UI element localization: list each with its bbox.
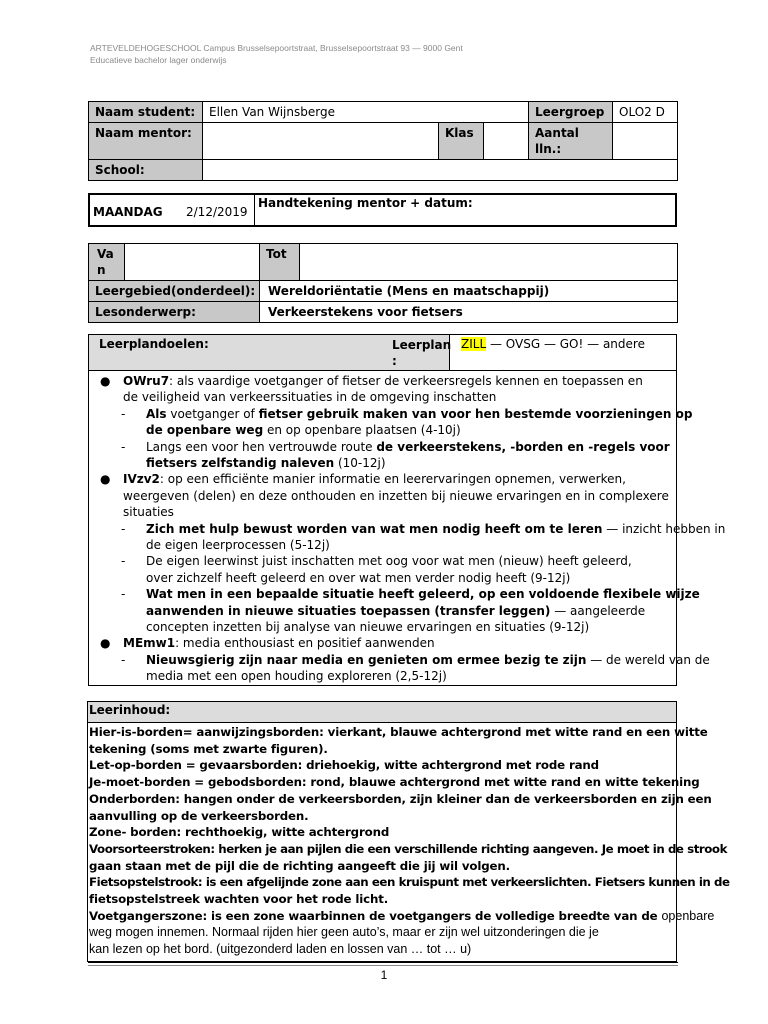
dash-icon: - <box>121 587 126 602</box>
sub-item: Langs een voor hen vertrouwde route de verkeerstekens, -borden en -regels voor <box>146 439 670 454</box>
leerinhoud-box <box>87 701 730 962</box>
naam-mentor-value[interactable] <box>203 123 439 160</box>
date-value: 2/12/2019 <box>186 205 248 219</box>
content-line: fietsopstelstreek wachten voor het rode licht. <box>89 892 389 907</box>
content-line: gaan staan met de pijl die de richting aangeeft die jij wil volgen. <box>89 858 510 873</box>
dash-icon: - <box>121 406 126 421</box>
divider <box>89 370 676 371</box>
list-item: MEmw1: media enthousiast en positief aanwenden <box>123 636 435 651</box>
content-line: Fietsopstelstrook: is een afgelijnde zone aan een kruispunt met verkeerslichten. Fietsers kunnen in de <box>89 875 730 890</box>
day-label: MAANDAG <box>93 205 163 219</box>
lesson-info-table <box>88 243 678 323</box>
sub-item-text: media met een open houding exploreren (2,5-12j) <box>146 669 447 684</box>
content-line: tekening (soms met zwarte figuren). <box>89 741 328 756</box>
sub-item-text: Wat men in een bepaalde situatie heeft geleerd, op een voldoende flexibele wijze <box>146 587 700 602</box>
school-header-line: ARTEVELDEHOGESCHOOL Campus Brusselsepoortstraat, Brusselsepoortstraat 93 — 9000 Gent <box>90 43 463 53</box>
list-item-text: situaties <box>123 505 174 520</box>
sub-item: de openbare weg en op openbare plaatsen (4-10j) <box>146 423 461 438</box>
van-label: Va n <box>89 244 125 281</box>
program-header-line: Educatieve bachelor lager onderwijs <box>90 55 227 65</box>
sub-item: fietsers zelfstandig naleven (10-12j) <box>146 456 386 470</box>
content-line: Let-op-borden = gevaarsborden: driehoekig, witte achtergrond met rode rand <box>89 758 599 773</box>
list-item-text: weergeven (delen) en deze onthouden en inzetten bij nieuwe ervaringen en in complexere <box>123 488 669 503</box>
content-line: weg mogen innemen. Normaal rijden hier geen auto’s, maar er zijn wel uitzonderingen die je <box>89 925 599 940</box>
leergroep-label: Leergroep <box>529 102 613 123</box>
leergroep-value[interactable]: OLO2 D <box>613 102 678 123</box>
bullet-icon: ● <box>100 472 111 487</box>
content-line: Voorsorteerstroken: herken je aan pijlen die een verschillende richting aangeven. Je moet in de strook <box>89 841 727 856</box>
leerplan-options: ZILL — OVSG — GO! — andere <box>461 337 645 351</box>
aantal-lln-label: Aantal lln.: <box>529 123 613 160</box>
content-line: Hier-is-borden= aanwijzingsborden: vierkant, blauwe achtergrond met witte rand en een witte <box>89 725 708 739</box>
naam-mentor-label: Naam mentor: <box>89 123 203 160</box>
sub-item: Als voetganger of fietser gebruik maken van voor hen bestemde voorzieningen op <box>146 406 693 421</box>
list-item: IVzv2: op een efficiënte manier informatie en leerervaringen opnemen, verwerken, <box>123 472 626 487</box>
list-item-text: de veiligheid van verkeerssituaties in de omgeving inschatten <box>123 390 497 405</box>
naam-student-label: Naam student: <box>89 102 203 123</box>
sub-item: Zich met hulp bewust worden van wat men nodig heeft om te leren — inzicht hebben in <box>146 521 726 536</box>
leerplandoelen-box <box>88 334 726 686</box>
sub-item-text: de eigen leerprocessen (5-12j) <box>146 538 330 552</box>
doelen-list <box>89 373 726 684</box>
student-info-table <box>88 101 678 181</box>
sub-item-text: concepten inzetten bij analyse van nieuwe ervaringen en situaties (9-12j) <box>146 620 590 634</box>
sub-item-text: De eigen leerwinst juist inschatten met oog voor wat men (nieuw) heeft geleerd, <box>146 554 632 569</box>
footer-line <box>88 962 678 963</box>
date-signature-box <box>88 193 677 227</box>
tot-value[interactable] <box>300 244 678 281</box>
leerinhoud-label: Leerinhoud: <box>89 703 171 717</box>
leerplandoelen-label: Leerplandoelen: <box>99 337 209 351</box>
leergebied-value: Wereldoriëntatie (Mens en maatschappij) <box>260 281 678 302</box>
klas-value[interactable] <box>484 123 529 160</box>
signature-label: Handtekening mentor + datum: <box>258 196 473 210</box>
van-value[interactable] <box>125 244 260 281</box>
lesonderwerp-value: Verkeerstekens voor fietsers <box>260 302 678 323</box>
leergebied-label: Leergebied(onderdeel): <box>89 281 260 302</box>
sub-item: Nieuwsgierig zijn naar media en genieten om ermee bezig te zijn — de wereld van de <box>146 652 710 667</box>
content-line: Voetgangerszone: is een zone waarbinnen de voetgangers de volledige breedte van de openbare <box>89 908 715 923</box>
school-label: School: <box>89 160 203 181</box>
school-value[interactable] <box>203 160 678 181</box>
zill-highlight: ZILL <box>461 337 487 351</box>
bullet-icon: ● <box>100 374 111 388</box>
page-number: 1 <box>380 968 388 982</box>
footer-line-secondary <box>88 965 678 966</box>
content-line: kan lezen op het bord. (uitgezonderd laden en lossen van … tot … u) <box>89 942 472 957</box>
content-line: Je-moet-borden = gebodsborden: rond, blauwe achtergrond met witte rand en witte tekening <box>89 775 700 790</box>
leerinhoud-header <box>88 702 676 723</box>
klas-label: Klas <box>439 123 484 160</box>
sub-item: aanwenden in nieuwe situaties toepassen (transfer leggen) — aangeleerde <box>146 603 646 618</box>
naam-student-value[interactable]: Ellen Van Wijnsberge <box>203 102 529 123</box>
content-line: Zone- borden: rechthoekig, witte achtergrond <box>89 825 390 840</box>
bullet-icon: ● <box>100 636 111 651</box>
dash-icon: - <box>121 652 126 667</box>
content-line: aanvulling op de verkeersborden. <box>89 808 309 823</box>
aantal-lln-value[interactable] <box>613 123 678 160</box>
list-item: OWru7: als vaardige voetganger of fietser de verkeersregels kennen en toepassen en <box>123 374 643 388</box>
divider <box>254 193 255 227</box>
leerinhoud-content <box>89 724 730 958</box>
lesonderwerp-label: Lesonderwerp: <box>89 302 260 323</box>
leerplan-label: Leerplan : <box>392 338 452 368</box>
dash-icon: - <box>121 439 126 454</box>
content-line: Onderborden: hangen onder de verkeersborden, zijn kleiner dan de verkeersborden en zijn een <box>89 791 712 806</box>
sub-item-text: over zichzelf heeft geleerd en over wat men verder nodig heeft (9-12j) <box>146 570 571 585</box>
tot-label: Tot <box>260 244 300 281</box>
dash-icon: - <box>121 554 126 569</box>
dash-icon: - <box>121 521 126 536</box>
